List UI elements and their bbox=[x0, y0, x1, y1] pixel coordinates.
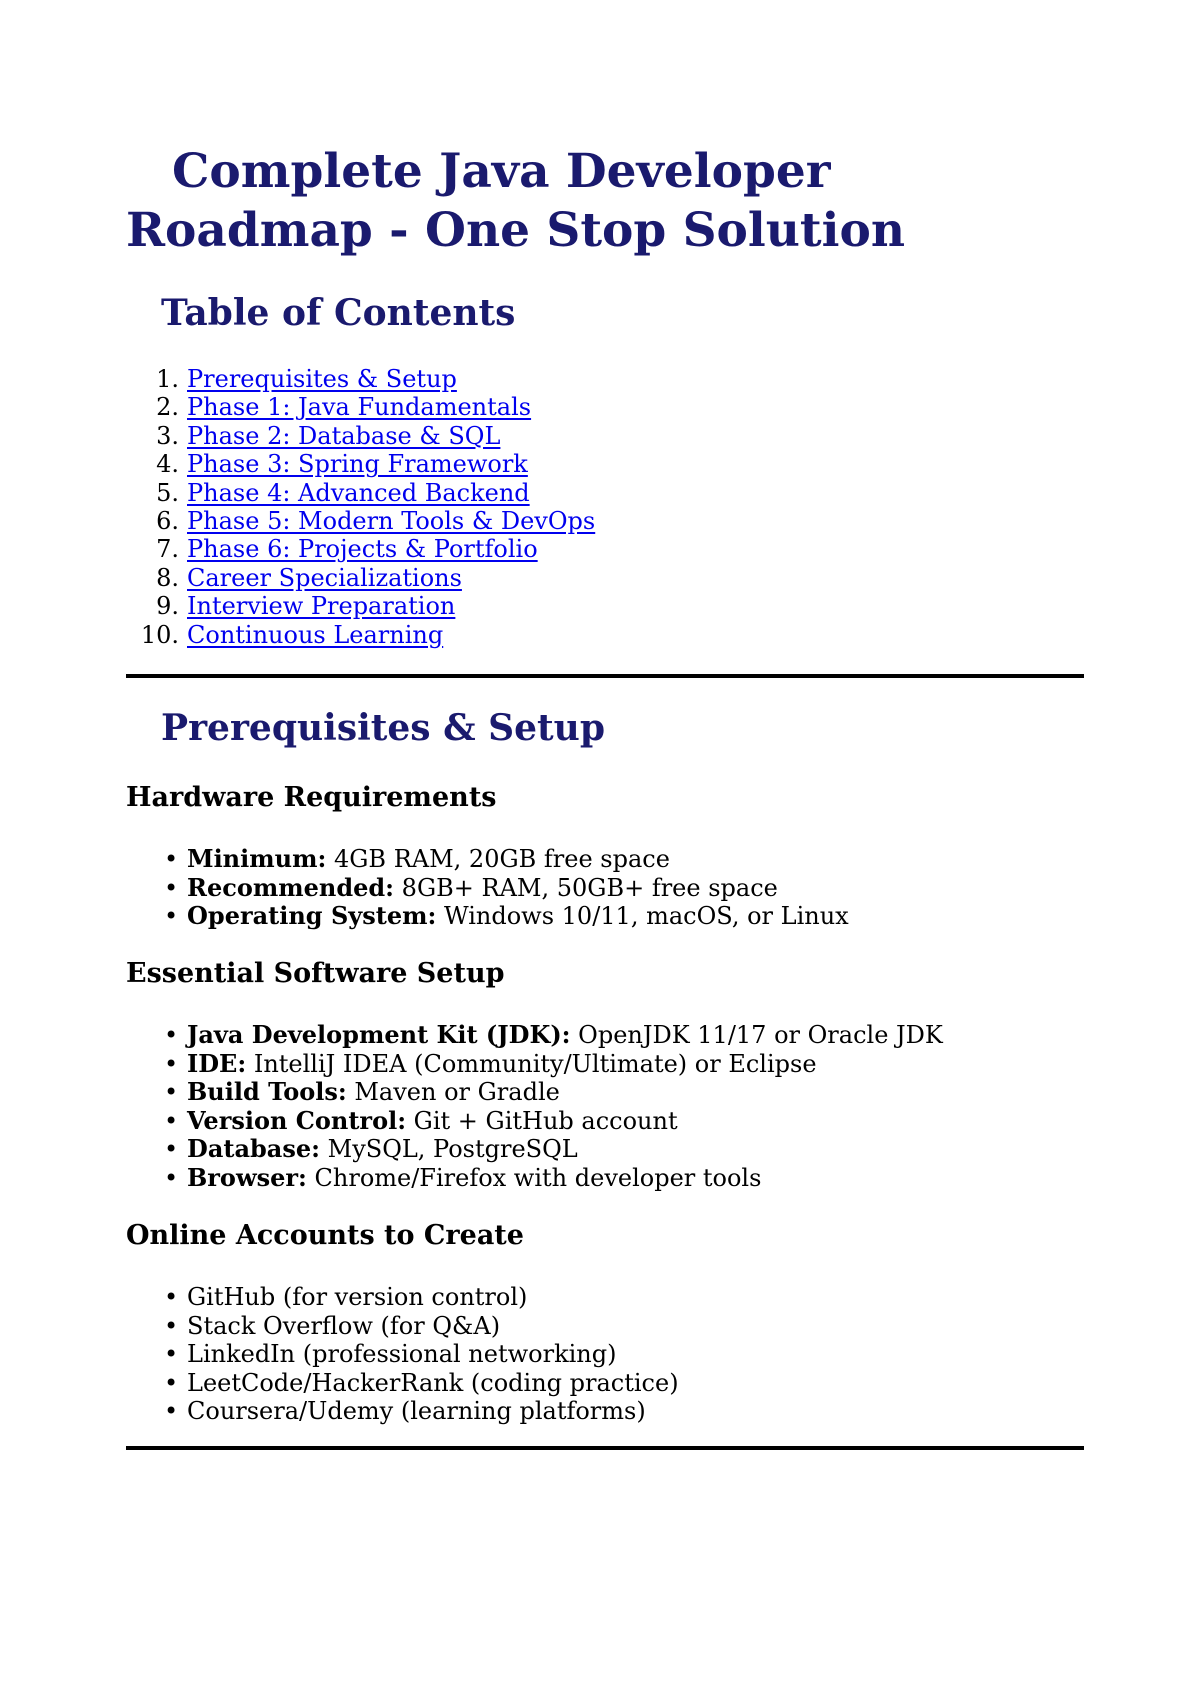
toc-link-prerequisites[interactable]: Prerequisites & Setup bbox=[187, 365, 457, 393]
list-item: • Minimum: 4GB RAM, 20GB free space bbox=[164, 844, 670, 873]
list-item: • Coursera/Udemy (learning platforms) bbox=[164, 1397, 646, 1426]
toc-item: 8. Career Specializations bbox=[156, 563, 462, 592]
list-item: • GitHub (for version control) bbox=[164, 1283, 528, 1311]
toc-link-interview[interactable]: Interview Preparation bbox=[187, 592, 456, 621]
toc-link-career[interactable]: Career Specializations bbox=[187, 563, 462, 592]
toc-item: 1. Prerequisites & Setup bbox=[156, 365, 457, 393]
list-item: • Version Control: Git + GitHub account bbox=[164, 1105, 678, 1135]
toc-item: 4. Phase 3: Spring Framework bbox=[156, 450, 528, 479]
title-line-1: Complete Java Developer bbox=[172, 144, 831, 199]
toc-link-continuous-learning[interactable]: Continuous Learning bbox=[187, 620, 444, 649]
list-item: • LeetCode/HackerRank (coding practice) bbox=[164, 1368, 679, 1397]
toc-item: 3. Phase 2: Database & SQL bbox=[156, 421, 501, 450]
software-list bbox=[126, 1021, 943, 1193]
toc-link-phase-3[interactable]: Phase 3: Spring Framework bbox=[187, 450, 528, 479]
toc-item: 7. Phase 6: Projects & Portfolio bbox=[156, 535, 538, 564]
subheading-software: Essential Software Setup bbox=[126, 958, 505, 989]
title-line-2: Roadmap - One Stop Solution bbox=[126, 203, 906, 258]
toc-item: 9. Interview Preparation bbox=[156, 592, 456, 621]
toc-link-phase-1[interactable]: Phase 1: Java Fundamentals bbox=[187, 393, 532, 422]
toc-item: 10. Continuous Learning bbox=[140, 620, 444, 649]
subheading-hardware: Hardware Requirements bbox=[126, 782, 497, 813]
list-item: • Build Tools: Maven or Gradle bbox=[164, 1077, 560, 1107]
list-item: • Java Development Kit (JDK): OpenJDK 11/17 or Oracle JDK bbox=[164, 1020, 943, 1049]
table-of-contents bbox=[126, 365, 595, 649]
toc-link-phase-4[interactable]: Phase 4: Advanced Backend bbox=[187, 478, 530, 507]
toc-item: 6. Phase 5: Modern Tools & DevOps bbox=[156, 506, 596, 535]
list-item: • Recommended: 8GB+ RAM, 50GB+ free space bbox=[164, 872, 778, 902]
toc-link-phase-2[interactable]: Phase 2: Database & SQL bbox=[187, 421, 501, 450]
list-item: • LinkedIn (professional networking) bbox=[164, 1340, 617, 1369]
list-item: • Browser: Chrome/Firefox with developer tools bbox=[164, 1162, 762, 1192]
list-item: • IDE: IntelliJ IDEA (Community/Ultimate) or Eclipse bbox=[164, 1048, 817, 1078]
toc-item: 2. Phase 1: Java Fundamentals bbox=[156, 393, 532, 422]
horizontal-rule bbox=[126, 674, 1084, 678]
hardware-list bbox=[126, 845, 849, 931]
section-heading-prerequisites: Prerequisites & Setup bbox=[161, 707, 606, 749]
accounts-list bbox=[126, 1283, 679, 1426]
toc-item: 5. Phase 4: Advanced Backend bbox=[156, 478, 530, 507]
document-title bbox=[126, 142, 1086, 260]
list-item: • Stack Overflow (for Q&A) bbox=[164, 1311, 501, 1340]
toc-link-phase-5[interactable]: Phase 5: Modern Tools & DevOps bbox=[187, 506, 596, 535]
list-item: • Database: MySQL, PostgreSQL bbox=[164, 1134, 578, 1164]
toc-heading: Table of Contents bbox=[161, 292, 516, 334]
subheading-accounts: Online Accounts to Create bbox=[126, 1220, 524, 1251]
horizontal-rule bbox=[126, 1446, 1084, 1450]
list-item: • Operating System: Windows 10/11, macOS, or Linux bbox=[164, 901, 849, 931]
toc-link-phase-6[interactable]: Phase 6: Projects & Portfolio bbox=[187, 535, 538, 564]
